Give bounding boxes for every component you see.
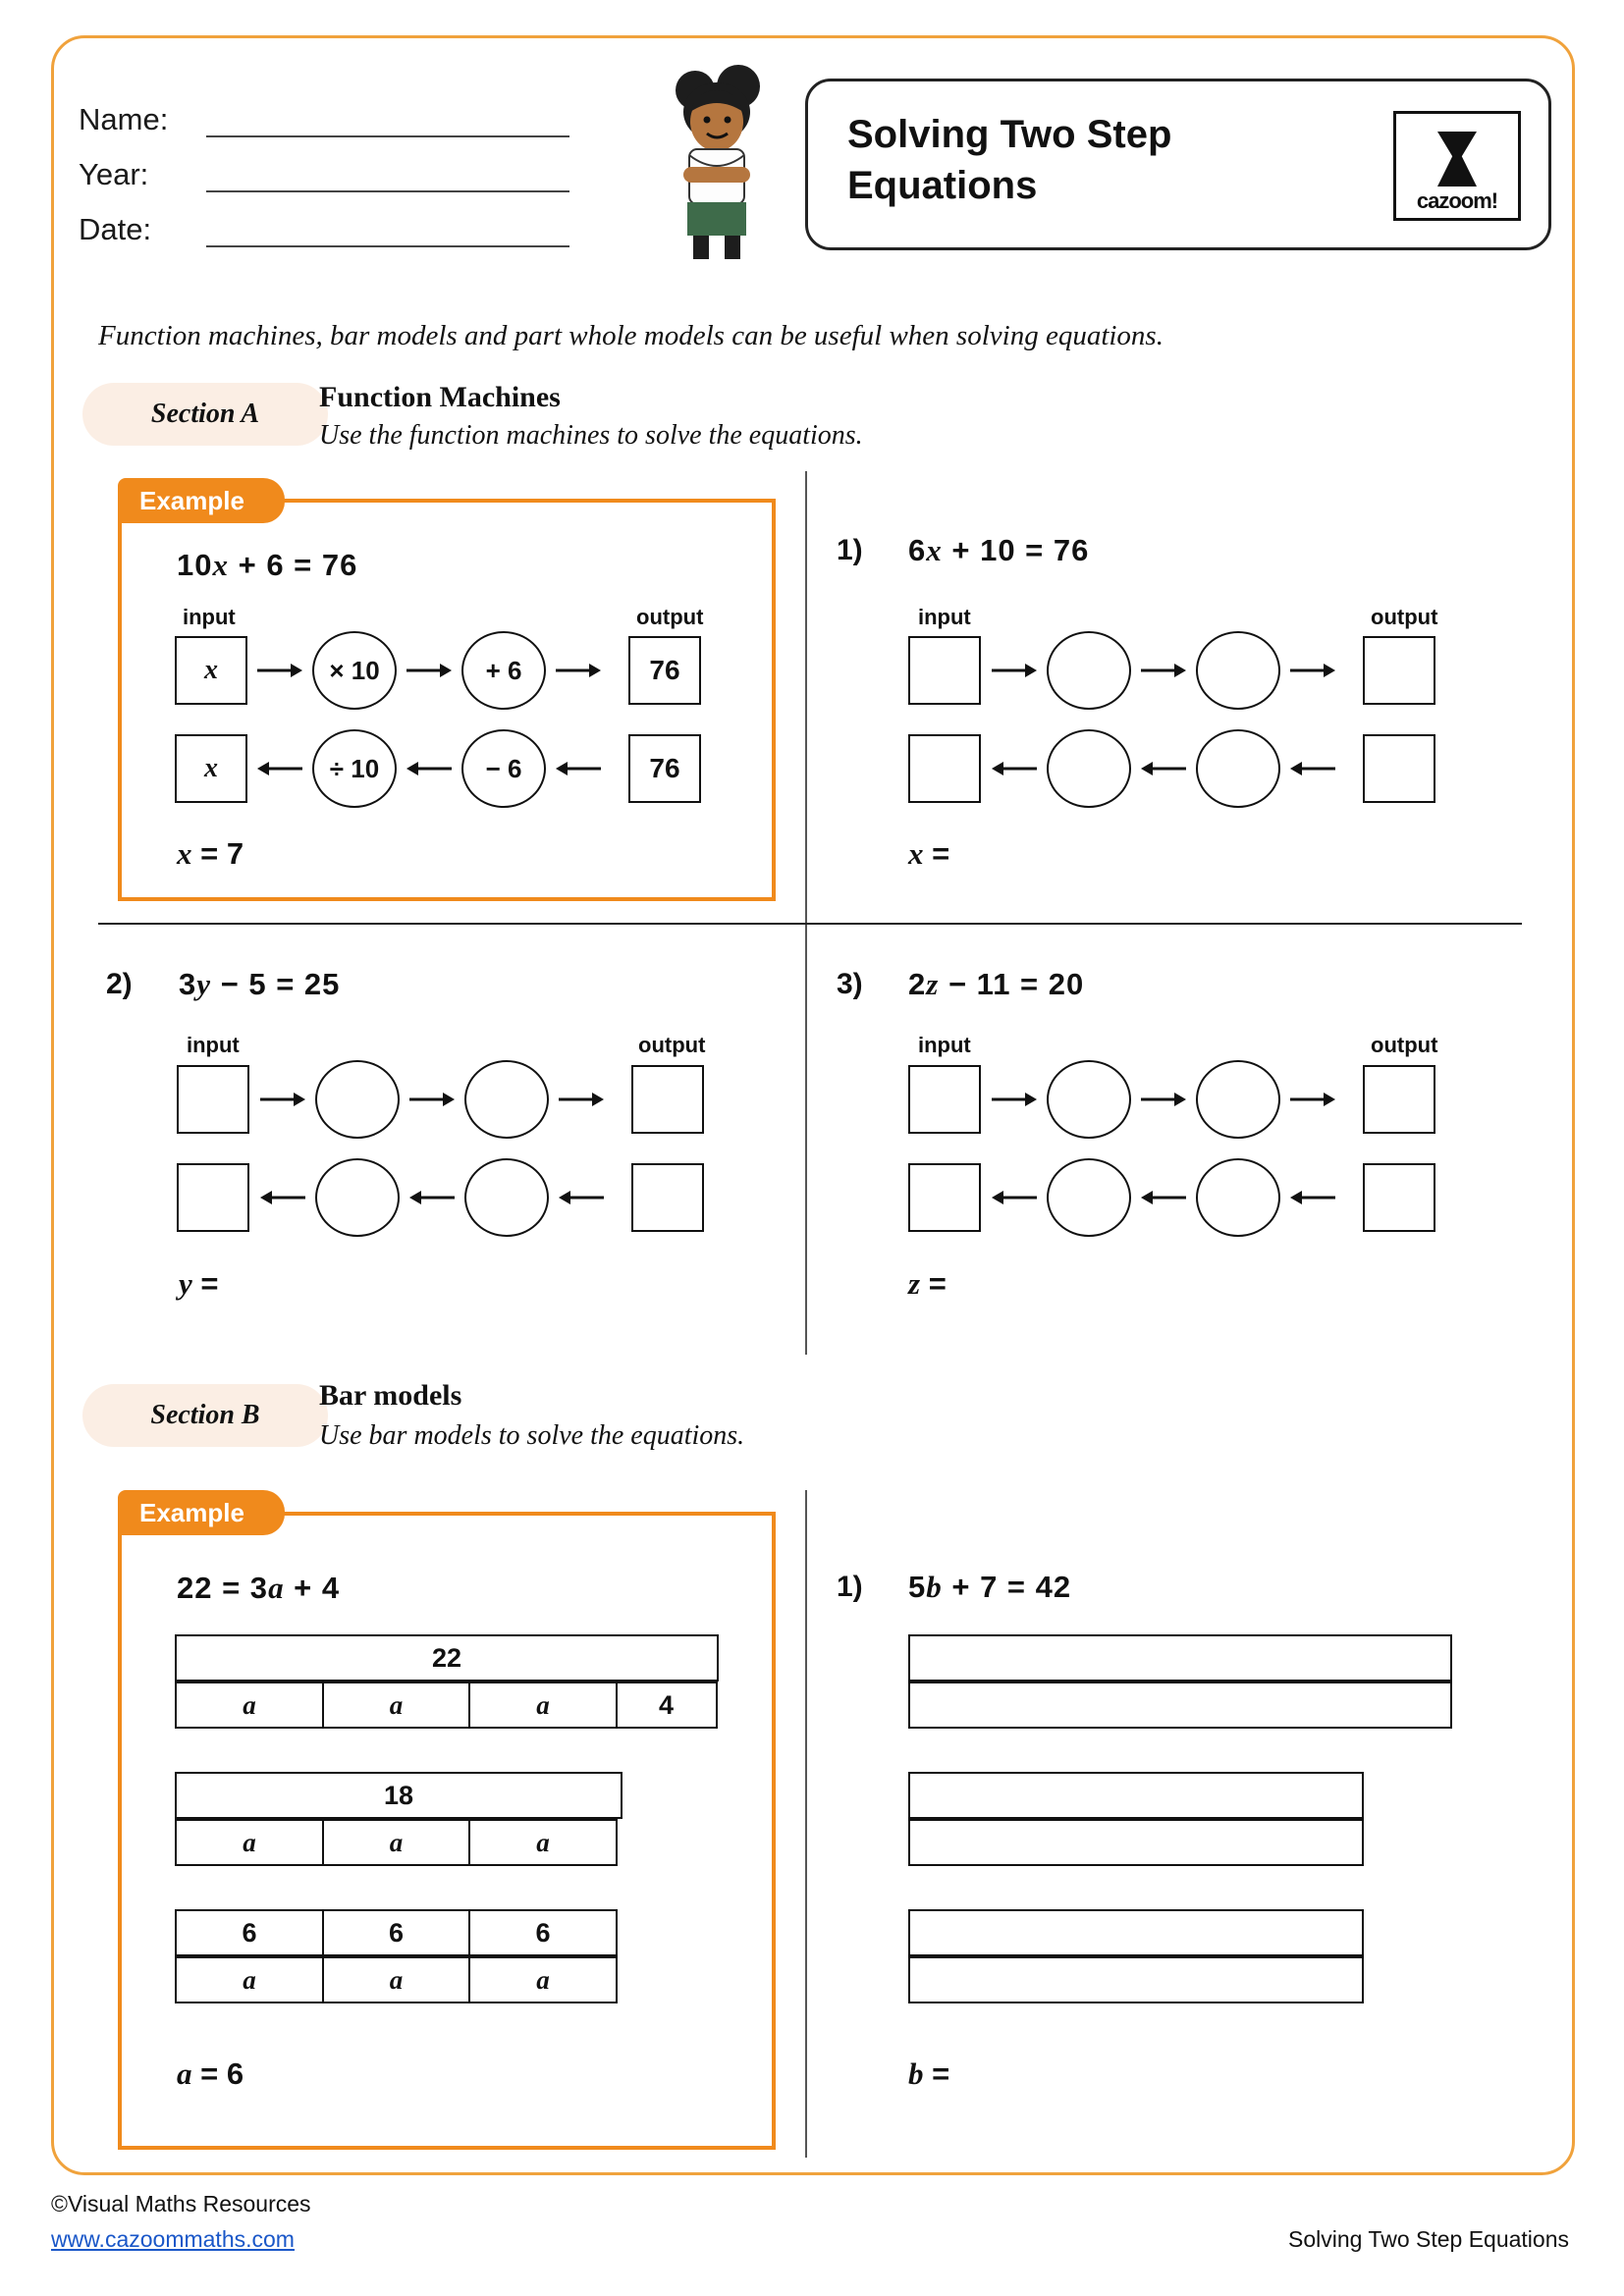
arrow-left-icon — [409, 1187, 455, 1208]
question-a2-output-box-bottom[interactable] — [631, 1163, 704, 1232]
question-a3-operation-1-top[interactable] — [1047, 1060, 1131, 1139]
question-a1-equation: 6x + 10 = 76 — [908, 533, 1090, 567]
question-a3-output-box-top[interactable] — [1363, 1065, 1435, 1134]
question-a1-output-label: output — [1371, 605, 1438, 629]
question-a2-operation-2-bottom[interactable] — [464, 1158, 549, 1237]
question-b1-bar2-parts[interactable] — [908, 1819, 1364, 1866]
question-a3-equation: 2z − 11 = 20 — [908, 967, 1085, 1001]
section-b-title: Bar models — [319, 1379, 462, 1412]
question-a2-input-box-bottom[interactable] — [177, 1163, 249, 1232]
question-a1-answer[interactable]: x = — [908, 836, 950, 871]
example-a-output-box-top: 76 — [628, 636, 701, 705]
example-a-operation-1-bottom: ÷ 10 — [312, 729, 397, 808]
question-b1-bar2-total[interactable] — [908, 1772, 1364, 1819]
date-label: Date: — [79, 212, 152, 246]
example-b-bar1-total: 22 — [175, 1634, 719, 1682]
question-a2-equation: 3y − 5 = 25 — [179, 967, 341, 1001]
section-b-subtitle: Use bar models to solve the equations. — [319, 1420, 745, 1451]
question-a3-operation-1-bottom[interactable] — [1047, 1158, 1131, 1237]
question-a2-answer[interactable]: y = — [179, 1266, 219, 1301]
date-input-line[interactable] — [206, 214, 569, 247]
arrow-left-icon — [406, 758, 452, 779]
example-a-input-box-bottom: x — [175, 734, 247, 803]
question-a2-input-box-top[interactable] — [177, 1065, 249, 1134]
arrow-right-icon — [409, 1089, 455, 1110]
example-a-operation-2-top: + 6 — [461, 631, 546, 710]
example-a-operation-1-top: × 10 — [312, 631, 397, 710]
question-a2-output-box-top[interactable] — [631, 1065, 704, 1134]
question-a1-input-box-top[interactable] — [908, 636, 981, 705]
question-a1-operation-2-top[interactable] — [1196, 631, 1280, 710]
arrow-right-icon — [992, 1089, 1037, 1110]
question-a3-input-box-top[interactable] — [908, 1065, 981, 1134]
question-a1-output-box-bottom[interactable] — [1363, 734, 1435, 803]
arrow-right-icon — [1141, 1089, 1186, 1110]
example-a-input-box-top: x — [175, 636, 247, 705]
question-a3-input-label: input — [918, 1033, 971, 1057]
question-b1-bar1-total[interactable] — [908, 1634, 1452, 1682]
arrow-left-icon — [1141, 1187, 1186, 1208]
arrow-right-icon — [257, 660, 302, 681]
page-title: Solving Two Step Equations — [847, 113, 1172, 207]
arrow-left-icon — [257, 758, 302, 779]
section-a-subtitle: Use the function machines to solve the equations. — [319, 420, 863, 451]
section-a-horizontal-divider — [98, 923, 1522, 925]
footer-copyright: ©Visual Maths Resources — [51, 2191, 311, 2216]
arrow-left-icon — [992, 1187, 1037, 1208]
example-b-bar3-parts: a a a — [175, 1956, 618, 2003]
name-input-line[interactable] — [206, 104, 569, 137]
arrow-right-icon — [1290, 1089, 1335, 1110]
question-a2-output-label: output — [638, 1033, 706, 1057]
arrow-right-icon — [260, 1089, 305, 1110]
arrow-right-icon — [556, 660, 601, 681]
question-a3-answer[interactable]: z = — [908, 1266, 947, 1301]
section-a-vertical-divider — [805, 471, 807, 1355]
logo-wordmark: cazoom! — [1416, 188, 1498, 213]
arrow-left-icon — [1290, 758, 1335, 779]
question-a3-output-box-bottom[interactable] — [1363, 1163, 1435, 1232]
example-a-output-label: output — [636, 605, 704, 629]
section-a-title: Function Machines — [319, 381, 561, 413]
section-b-example-tab: Example — [118, 1490, 285, 1535]
question-a2-number: 2) — [106, 968, 133, 1000]
intro-text: Function machines, bar models and part whole models can be useful when solving equations. — [98, 320, 1164, 351]
section-b-pill: Section B — [82, 1384, 328, 1447]
example-a-operation-2-bottom: − 6 — [461, 729, 546, 808]
example-a-input-label: input — [183, 605, 236, 629]
question-a1-input-label: input — [918, 605, 971, 629]
question-a1-number: 1) — [837, 534, 863, 566]
arrow-left-icon — [559, 1187, 604, 1208]
question-a2-operation-1-top[interactable] — [315, 1060, 400, 1139]
example-a-output-box-bottom: 76 — [628, 734, 701, 803]
example-b-bar1-parts: a a a 4 — [175, 1682, 718, 1729]
student-info-fields — [79, 82, 609, 247]
question-a1-operation-1-top[interactable] — [1047, 631, 1131, 710]
arrow-right-icon — [992, 660, 1037, 681]
question-a1-output-box-top[interactable] — [1363, 636, 1435, 705]
section-a-pill: Section A — [82, 383, 328, 446]
arrow-left-icon — [1141, 758, 1186, 779]
question-b1-equation: 5b + 7 = 42 — [908, 1570, 1072, 1604]
question-a1-operation-2-bottom[interactable] — [1196, 729, 1280, 808]
year-input-line[interactable] — [206, 159, 569, 192]
footer-worksheet-title: Solving Two Step Equations — [1288, 2226, 1569, 2252]
question-b1-bar3-parts[interactable] — [908, 1956, 1364, 2003]
cazoom-logo — [1393, 111, 1521, 221]
hourglass-icon — [1437, 132, 1477, 187]
question-b1-answer[interactable]: b = — [908, 2056, 950, 2091]
question-a3-output-label: output — [1371, 1033, 1438, 1057]
name-label: Name: — [79, 102, 169, 136]
question-a2-operation-2-top[interactable] — [464, 1060, 549, 1139]
example-a-equation: 10x + 6 = 76 — [177, 548, 358, 582]
worksheet-header — [79, 71, 1542, 267]
example-b-equation: 22 = 3a + 4 — [177, 1571, 341, 1605]
question-a1-input-box-bottom[interactable] — [908, 734, 981, 803]
arrow-right-icon — [406, 660, 452, 681]
example-b-bar2-total: 18 — [175, 1772, 623, 1819]
arrow-left-icon — [992, 758, 1037, 779]
student-avatar-illustration — [638, 61, 795, 267]
year-label: Year: — [79, 157, 149, 191]
section-a-example-tab: Example — [118, 478, 285, 523]
question-a3-operation-2-bottom[interactable] — [1196, 1158, 1280, 1237]
question-a3-number: 3) — [837, 968, 863, 1000]
example-b-answer: a = 6 — [177, 2056, 244, 2091]
example-a-answer: x = 7 — [177, 836, 244, 871]
title-box — [805, 79, 1551, 250]
section-b-vertical-divider — [805, 1490, 807, 2158]
question-a1-operation-1-bottom[interactable] — [1047, 729, 1131, 808]
arrow-right-icon — [1141, 660, 1186, 681]
date-field-row — [79, 192, 609, 247]
footer-website-link[interactable]: www.cazoommaths.com — [51, 2226, 295, 2252]
example-b-bar2-parts: a a a — [175, 1819, 618, 1866]
question-b1-number: 1) — [837, 1571, 863, 1603]
arrow-left-icon — [1290, 1187, 1335, 1208]
question-a2-input-label: input — [187, 1033, 240, 1057]
arrow-left-icon — [260, 1187, 305, 1208]
question-a3-operation-2-top[interactable] — [1196, 1060, 1280, 1139]
year-field-row — [79, 137, 609, 192]
question-a3-input-box-bottom[interactable] — [908, 1163, 981, 1232]
question-b1-bar1-parts[interactable] — [908, 1682, 1452, 1729]
example-b-bar3-total: 6 6 6 — [175, 1909, 618, 1956]
question-b1-bar3-total[interactable] — [908, 1909, 1364, 1956]
question-a2-operation-1-bottom[interactable] — [315, 1158, 400, 1237]
arrow-right-icon — [1290, 660, 1335, 681]
name-field-row — [79, 82, 609, 137]
arrow-right-icon — [559, 1089, 604, 1110]
arrow-left-icon — [556, 758, 601, 779]
